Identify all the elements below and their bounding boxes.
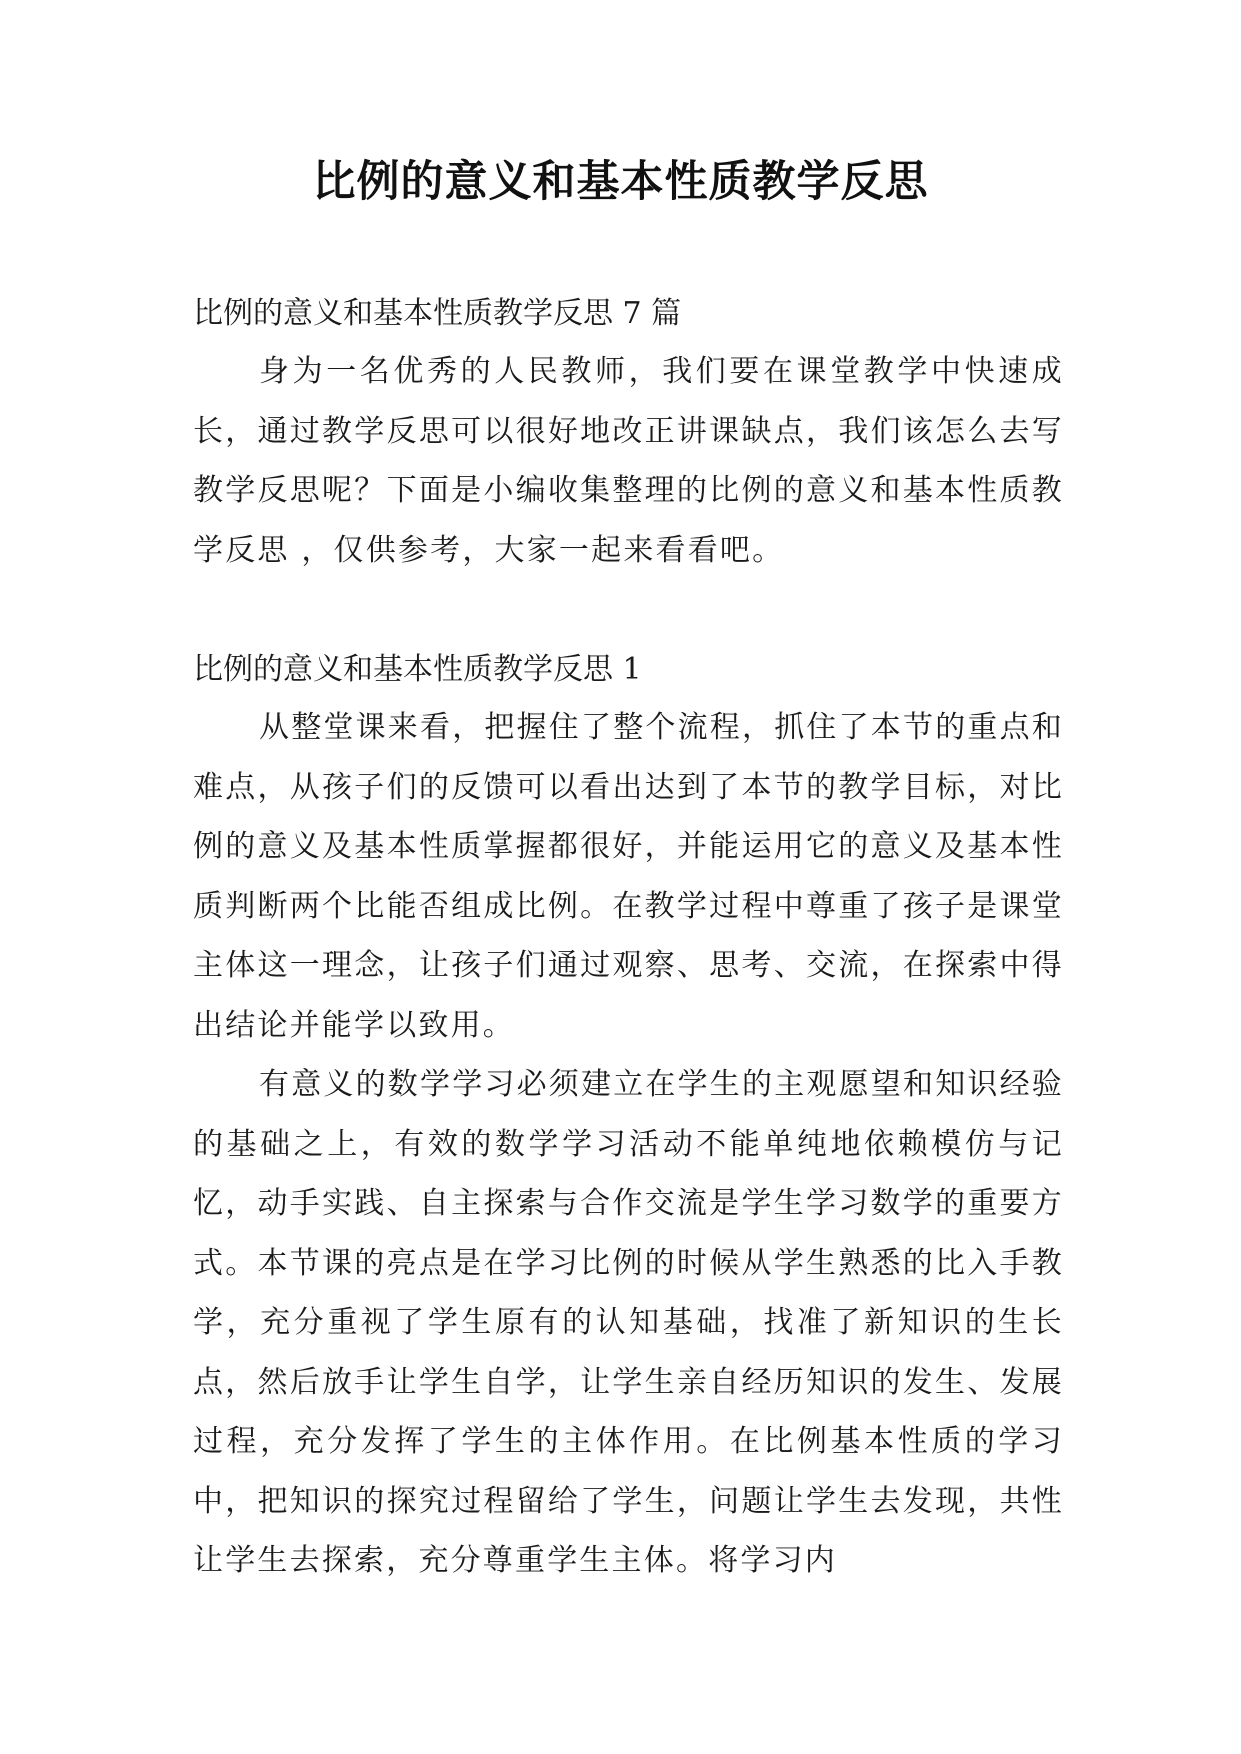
intro-heading: 比例的意义和基本性质教学反思 7 篇 [193,296,682,331]
section-spacer [193,580,1064,642]
intro-paragraph: 身为一名优秀的人民教师，我们要在课堂教学中快速成长，通过教学反思可以很好地改正讲课缺点，我们该怎么去写教学反思呢？下面是小编收集整理的比例的意义和基本性质教学反思 ，仅供参考，大家一起来看看吧。 [193,354,1064,568]
document-body [193,286,1064,1591]
section-1-paragraph-2: 有意义的数学学习必须建立在学生的主观愿望和知识经验的基础之上，有效的数学学习活动不能单纯地依赖模仿与记忆，动手实践、自主探索与合作交流是学生学习数学的重要方式。本节课的亮点是在学习比例的时候从学生熟悉的比入手教学，充分重视了学生原有的认知基础，找准了新知识的生长点，然后放手让学生自学，让学生亲自经历知识的发生、发展过程，充分发挥了学生的主体作用。在比例基本性质的学习中，把知识的探究过程留给了学生，问题让学生去发现，共性让学生去探索，充分尊重学生主体。将学习内 [193,1067,1064,1578]
section-1-heading: 比例的意义和基本性质教学反思 1 [193,652,642,687]
document-title: 比例的意义和基本性质教学反思 [312,157,929,207]
section-1-paragraph-1: 从整堂课来看，把握住了整个流程，抓住了本节的重点和难点，从孩子们的反馈可以看出达到了本节的教学目标，对比例的意义及基本性质掌握都很好，并能运用它的意义及基本性质判断两个比能否组成比例。在教学过程中尊重了孩子是课堂主体这一理念，让孩子们通过观察、思考、交流，在探索中得出结论并能学以致用。 [193,710,1064,1043]
